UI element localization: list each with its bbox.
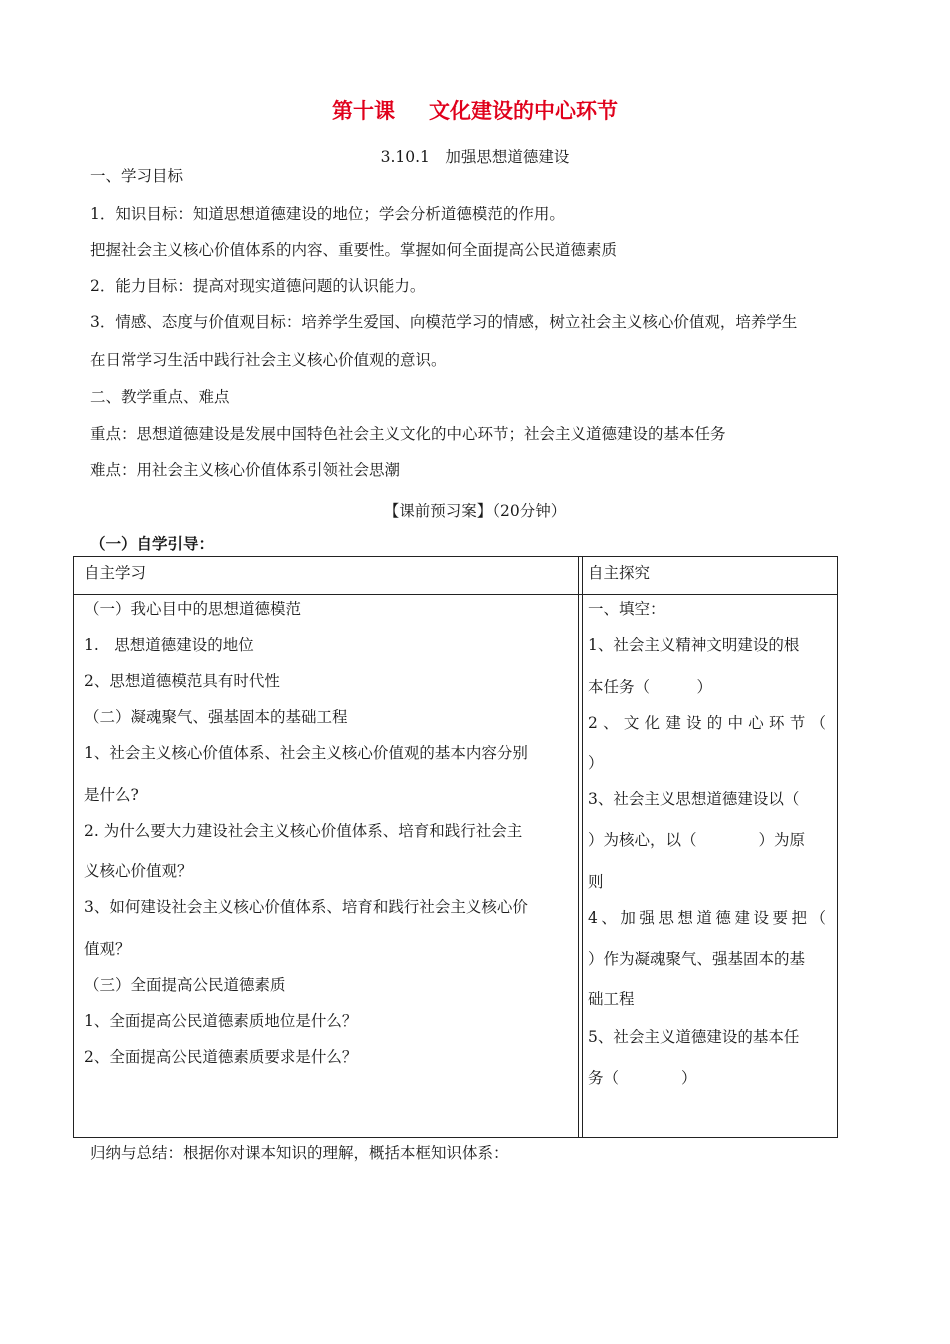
lesson-topic: 文化建设的中心环节	[429, 99, 618, 123]
left-line-8: 义核心价值观？	[84, 862, 193, 880]
left-line-13: 2、全面提高公民道德素质要求是什么？	[84, 1048, 358, 1066]
right-line-2: 1、社会主义精神文明建设的根	[588, 636, 800, 654]
heading-learning-goals: 一、学习目标	[90, 167, 184, 185]
goal-line-1: 1．知识目标：知道思想道德建设的地位；学会分析道德模范的作用。	[90, 205, 565, 223]
left-line-9: 3、如何建设社会主义核心价值体系、培育和践行社会主义核心价	[84, 898, 528, 916]
right-line-7: ）为核心，以（ ）为原	[588, 831, 806, 849]
table-column-divider	[578, 557, 579, 1137]
goal-line-3: 2．能力目标：提高对现实道德问题的认识能力。	[90, 277, 426, 295]
left-line-4: （二）凝魂聚气、强基固本的基础工程	[84, 708, 348, 726]
goal-line-5: 在日常学习生活中践行社会主义核心价值观的意识。	[90, 351, 447, 369]
right-line-10: ）作为凝魂聚气、强基固本的基	[588, 950, 806, 968]
right-line-8: 则	[588, 873, 604, 891]
right-line-3: 本任务（ ）	[588, 678, 713, 696]
self-study-guide-label: （一）自学引导：	[90, 534, 215, 553]
left-line-7: 2. 为什么要大力建设社会主义核心价值体系、培育和践行社会主	[84, 822, 523, 840]
right-line-5: ）	[588, 754, 604, 772]
right-line-6: 3、社会主义思想道德建设以（	[588, 790, 800, 808]
preview-heading: 【课前预习案】（20分钟）	[383, 502, 567, 520]
key-point-text: 重点：思想道德建设是发展中国特色社会主义文化的中心环节；社会主义道德建设的基本任务	[90, 425, 726, 443]
difficult-point-text: 难点：用社会主义核心价值体系引领社会思潮	[90, 461, 401, 479]
left-line-1: （一）我心目中的思想道德模范	[84, 600, 302, 618]
table-header-self-study: 自主学习	[84, 564, 147, 582]
left-line-12: 1、全面提高公民道德素质地位是什么？	[84, 1012, 358, 1030]
table-header-divider	[74, 594, 837, 595]
table-column-divider-double	[582, 557, 583, 1137]
section-subtitle: 3.10.1 加强思想道德建设	[380, 148, 570, 166]
left-line-11: （三）全面提高公民道德素质	[84, 976, 286, 994]
left-line-3: 2、思想道德模范具有时代性	[84, 672, 280, 690]
right-line-13: 务（ ）	[588, 1069, 697, 1087]
left-line-6: 是什么?	[84, 786, 139, 804]
right-line-12: 5、社会主义道德建设的基本任	[588, 1028, 800, 1046]
study-table	[73, 556, 838, 1138]
heading-key-points: 二、教学重点、难点	[90, 388, 230, 406]
right-line-1: 一、填空：	[588, 600, 666, 618]
right-line-11: 础工程	[588, 990, 635, 1008]
goal-line-4: 3．情感、态度与价值观目标：培养学生爱国、向模范学习的情感，树立社会主义核心价值观，培养学生	[90, 313, 798, 331]
lesson-title	[0, 97, 950, 125]
table-header-self-explore: 自主探究	[588, 564, 651, 582]
left-line-5: 1、社会主义核心价值体系、社会主义核心价值观的基本内容分别	[84, 744, 528, 762]
right-line-9: 4、加强思想道德建设要把（	[588, 909, 826, 927]
goal-line-2: 把握社会主义核心价值体系的内容、重要性。掌握如何全面提高公民道德素质	[90, 241, 618, 259]
left-line-10: 值观？	[84, 940, 131, 958]
right-line-4: 2、文化建设的中心环节（	[588, 714, 826, 732]
left-line-2: 1. 思想道德建设的地位	[84, 636, 254, 654]
summary-prompt: 归纳与总结：根据你对课本知识的理解，概括本框知识体系：	[90, 1144, 509, 1162]
lesson-number: 第十课	[332, 99, 395, 123]
